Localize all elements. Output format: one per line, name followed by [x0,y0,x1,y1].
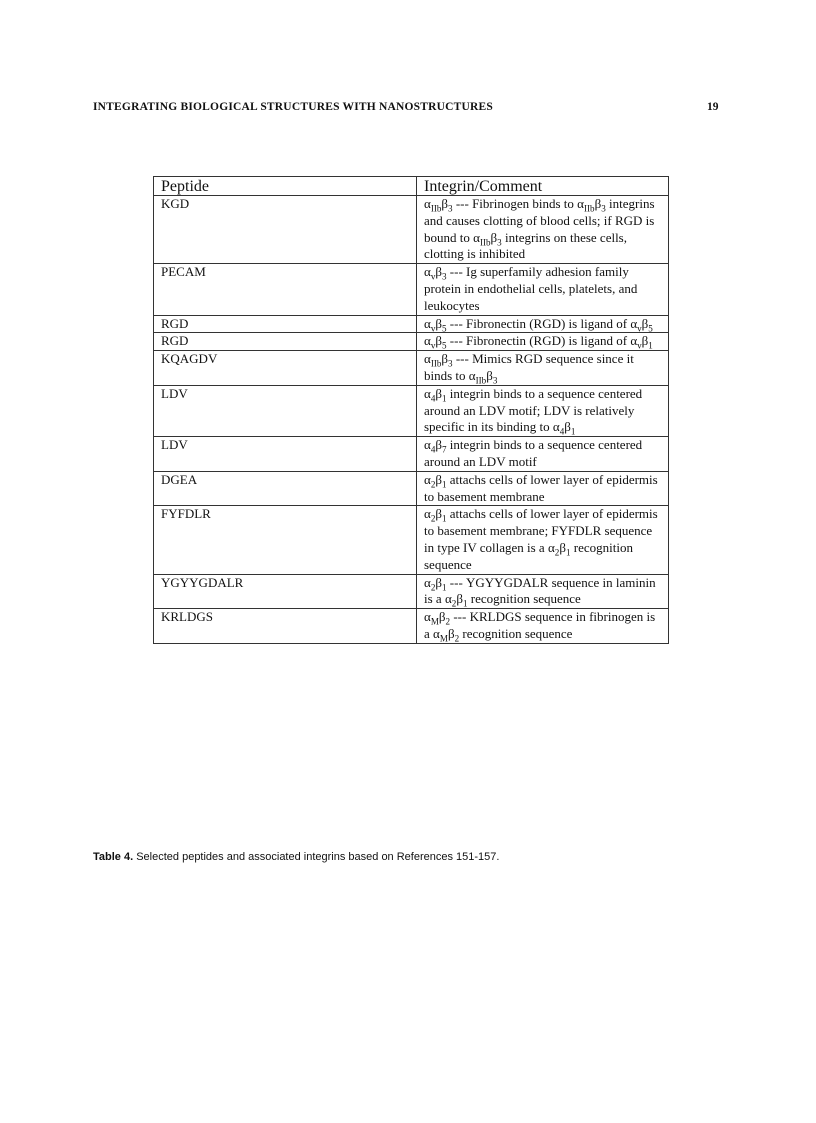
table-row [154,574,669,609]
peptide-cell: RGD [154,333,417,351]
table-row [154,351,669,386]
table-caption [93,851,499,863]
peptide-cell: RGD [154,315,417,333]
caption-label: Table 4. [93,851,134,863]
column-header-integrin-comment: Integrin/Comment [417,177,669,196]
integrin-comment-cell: $\alpha_M\beta_2$ --- KRLDGS sequence in fibrinogen is a $\alpha_M\beta_2$ recognition sequence [417,609,669,644]
column-header-peptide: Peptide [154,177,417,196]
integrin-comment-cell: $\alpha_4\beta_1$ integrin binds to a sequence centered around an LDV motif; LDV is relatively specific in its binding to $\alpha_4\beta_1$ [417,385,669,436]
table-row [154,437,669,472]
peptide-integrin-table [153,176,669,644]
integrin-comment-cell: $\alpha_2\beta_1$ --- YGYYGDALR sequence in laminin is a $\alpha_2\beta_1$ recognition sequence [417,574,669,609]
peptide-cell: KRLDGS [154,609,417,644]
integrin-comment-cell: $\alpha_{IIb}\beta_3$ --- Fibrinogen binds to $\alpha_{IIb}\beta_3$ integrins and causes clotting of blood cells; if RGD is bound to $\alpha_{IIb}\beta_3$ integrins on these cells, clotting is inhibited [417,196,669,264]
integrin-comment-cell: $\alpha_4\beta_7$ integrin binds to a sequence centered around an LDV motif [417,437,669,472]
table-row [154,385,669,436]
peptide-cell: KGD [154,196,417,264]
integrin-comment-cell: $\alpha_{IIb}\beta_3$ --- Mimics RGD sequence since it binds to $\alpha_{IIb}\beta_3$ [417,351,669,386]
peptide-cell: KQAGDV [154,351,417,386]
table-row [154,506,669,574]
table-row [154,315,669,333]
table-body [154,196,669,644]
table-row [154,609,669,644]
table-row [154,264,669,315]
table-row [154,196,669,264]
running-header: INTEGRATING BIOLOGICAL STRUCTURES WITH NANOSTRUCTURES [93,101,493,113]
caption-text: Selected peptides and associated integrins based on References 151-157. [136,851,500,863]
integrin-comment-cell: $\alpha_v\beta_5$ --- Fibronectin (RGD) is ligand of $\alpha_v\beta_1$ [417,333,669,351]
integrin-comment-cell: $\alpha_v\beta_3$ --- Ig superfamily adhesion family protein in endothelial cells, platelets, and leukocytes [417,264,669,315]
table-row [154,333,669,351]
peptide-cell: YGYYGDALR [154,574,417,609]
peptide-cell: PECAM [154,264,417,315]
peptide-cell: LDV [154,385,417,436]
integrin-comment-cell: $\alpha_v\beta_5$ --- Fibronectin (RGD) is ligand of $\alpha_v\beta_5$ [417,315,669,333]
table-row [154,471,669,506]
page-number: 19 [707,101,719,113]
peptide-cell: DGEA [154,471,417,506]
table-header-row [154,177,669,196]
peptide-cell: FYFDLR [154,506,417,574]
peptide-cell: LDV [154,437,417,472]
integrin-comment-cell: $\alpha_2\beta_1$ attachs cells of lower layer of epidermis to basement membrane; FYFDLR sequence in type IV collagen is a $\alpha_2\beta_1$ recognition sequence [417,506,669,574]
integrin-comment-cell: $\alpha_2\beta_1$ attachs cells of lower layer of epidermis to basement membrane [417,471,669,506]
